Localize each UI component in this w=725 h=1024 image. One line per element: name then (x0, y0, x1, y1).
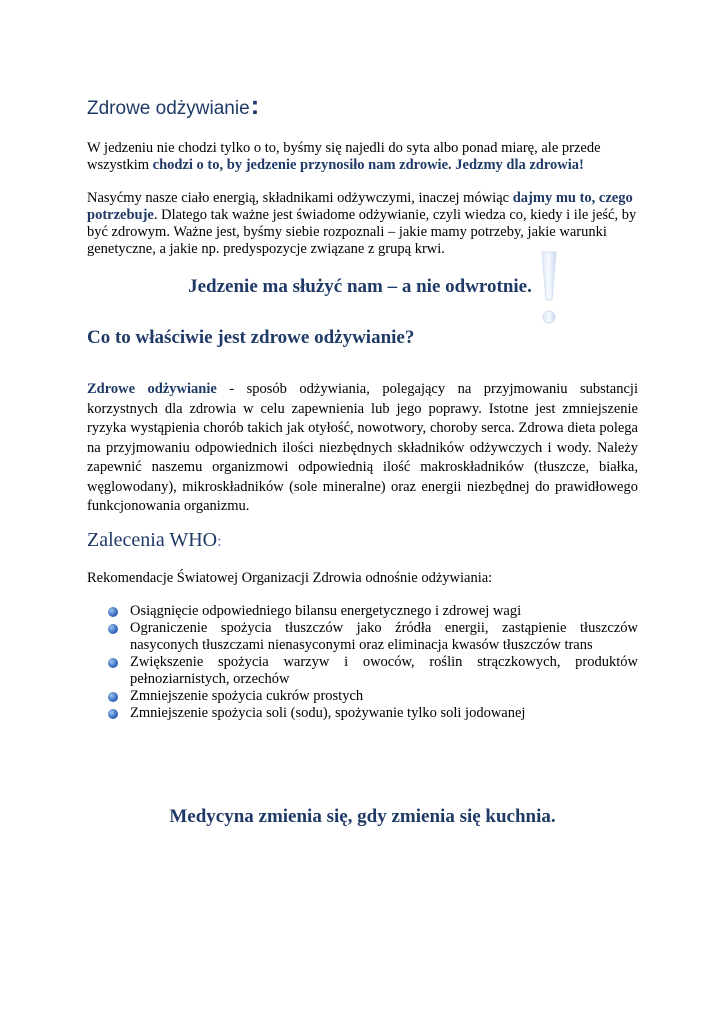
energy-paragraph (87, 190, 637, 258)
list-item (106, 705, 638, 722)
energy-paragraph-text-2: . Dlatego tak ważne jest świadome odżywianie, czyli wiedza co, kiedy i ile jeść, by być zdrowym. Ważne jest, byśmy siebie rozpoznali – jakie mamy potrzeby, jakie warunki genetyczne, a jakie np. predyspozycje związane z grupą krwi. (87, 207, 637, 257)
list-item (106, 654, 638, 688)
recommendations-list (106, 603, 638, 722)
page-title (87, 90, 259, 121)
bullet-dot-icon (108, 624, 118, 634)
definition-paragraph (87, 380, 638, 517)
bullet-dot-icon (108, 709, 118, 719)
list-item-text: Osiągnięcie odpowiedniego bilansu energetycznego i zdrowej wagi (130, 603, 522, 619)
intro-paragraph-bold: chodzi o to, by jedzenie przynosiło nam zdrowie. Jedzmy dla zdrowia! (152, 157, 584, 173)
list-item-text: Zmniejszenie spożycia soli (sodu), spożywanie tylko soli jodowanej (130, 705, 526, 721)
section-heading-who-colon: : (217, 533, 222, 550)
list-item (106, 620, 638, 654)
bullet-dot-icon (108, 692, 118, 702)
list-item-text: Zmniejszenie spożycia cukrów prostych (130, 688, 364, 704)
closing-motto: Medycyna zmienia się, gdy zmienia się kuchnia. (169, 806, 556, 827)
who-intro-text: Rekomendacje Światowej Organizacji Zdrowia odnośnie odżywiania: (87, 570, 493, 586)
page-title-text: Zdrowe odżywianie (87, 98, 250, 119)
list-item (106, 688, 638, 705)
intro-paragraph (87, 140, 637, 174)
page-title-colon: : (250, 90, 260, 120)
list-item (106, 603, 638, 620)
section-heading-who-text: Zalecenia WHO (87, 529, 218, 551)
list-item-text: Zwiększenie spożycia warzyw i owoców, roślin strączkowych, produktów pełnoziarnistych, orzechów (130, 654, 638, 687)
energy-paragraph-bold: dajmy mu to, czego potrzebuje (87, 190, 633, 223)
definition-text: - sposób odżywiania, polegający na przyjmowaniu substancji korzystnych dla zdrowia w celu zapewnienia lub jego poprawy. Istotne jest zmniejszenie ryzyka wystąpienia chorób takich jak otyłość, nowotwory, choroby serca. Zdrowa dieta polega na przyjmowaniu odpowiednich ilości niezbędnych składników odżywczych i wody. Należy zapewnić naszemu organizmowi odpowiednią ilość makroskładników (tłuszcze, białka, węglowodany), mikroskładników (sole mineralne) oraz energii niezbędnej do prawidłowego funkcjonowania organizmu. (87, 381, 638, 514)
section-heading-what-is: Co to właściwie jest zdrowe odżywianie? (87, 327, 415, 348)
motto-heading: Jedzenie ma służyć nam – a nie odwrotnie. (188, 276, 532, 297)
bullet-dot-icon (108, 658, 118, 668)
list-item-text: Ograniczenie spożycia tłuszczów jako źródła energii, zastąpienie tłuszczów nasyconych tłuszczami nienasyconymi oraz eliminacja kwasów tłuszczów trans (130, 620, 638, 653)
exclamation-mark-icon (538, 250, 560, 328)
intro-paragraph-text: W jedzeniu nie chodzi tylko o to, byśmy się najedli do syta albo ponad miarę, ale przede wszystkim (87, 140, 601, 173)
definition-term: Zdrowe odżywianie (87, 381, 217, 397)
section-heading-who (87, 529, 222, 552)
energy-paragraph-text-1: Nasyćmy nasze ciało energią, składnikami odżywczymi, inaczej mówiąc (87, 190, 513, 206)
bullet-dot-icon (108, 607, 118, 617)
